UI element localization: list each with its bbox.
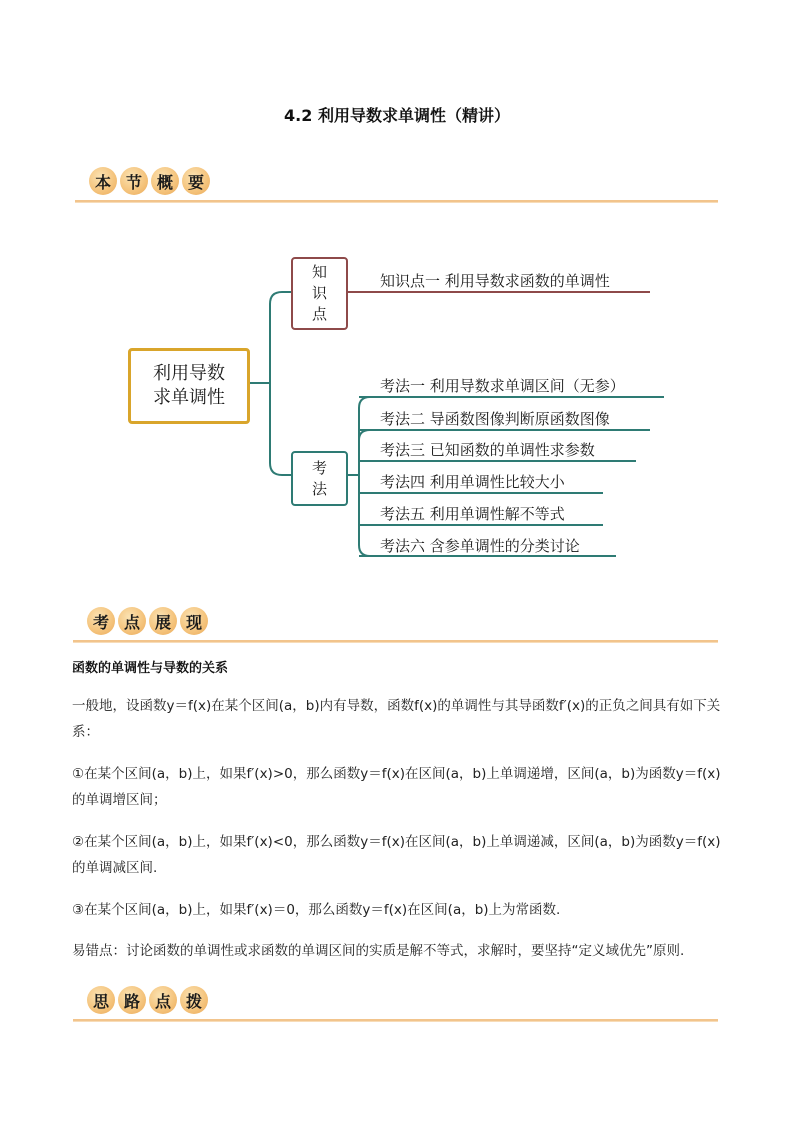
rule-item-1: ①在某个区间(a，b)上，如果f′(x)>0，那么函数y＝f(x)在区间(a，b)上单调递增，区间(a，b)为函数y＝f(x)的单调增区间； <box>72 766 721 808</box>
node-char: 识 <box>311 284 327 302</box>
section-char: 本 <box>89 167 117 195</box>
section-char: 点 <box>118 607 146 635</box>
section-char: 概 <box>151 167 179 195</box>
section-char: 拨 <box>180 986 208 1014</box>
section-char: 节 <box>120 167 148 195</box>
section-char: 考 <box>87 607 115 635</box>
section-char: 路 <box>118 986 146 1014</box>
rule-item-3: ③在某个区间(a，b)上，如果f′(x)＝0，那么函数y＝f(x)在区间(a，b)上为常函数. <box>72 902 561 918</box>
section-char: 要 <box>182 167 210 195</box>
section-header-exam-points <box>73 607 718 647</box>
knowledge-item-1: 知识点一 利用导数求函数的单调性 <box>380 272 610 290</box>
method-item-3: 考法三 已知函数的单调性求参数 <box>380 441 595 459</box>
page-title: 4.2 利用导数求单调性（精讲） <box>284 106 510 125</box>
node-char: 点 <box>311 305 327 323</box>
section-divider <box>73 1019 718 1022</box>
mindmap-knowledge-node <box>291 257 348 330</box>
root-line-2: 求单调性 <box>153 387 225 408</box>
section-header-thinking <box>73 986 718 1026</box>
intro-paragraph: 一般地，设函数y＝f(x)在某个区间(a，b)内有导数，函数f(x)的单调性与其导函数f′(x)的正负之间具有如下关系： <box>72 698 721 740</box>
node-char: 法 <box>311 479 327 498</box>
section-char: 展 <box>149 607 177 635</box>
content-heading: 函数的单调性与导数的关系 <box>72 661 229 676</box>
method-item-2: 考法二 导函数图像判断原函数图像 <box>380 410 610 428</box>
method-branch <box>359 397 370 556</box>
method-item-1: 考法一 利用导数求单调区间（无参） <box>380 377 625 395</box>
root-line-1: 利用导数 <box>153 363 225 384</box>
section-char: 思 <box>87 986 115 1014</box>
node-char: 考 <box>311 458 327 477</box>
section-char: 现 <box>180 607 208 635</box>
section-divider <box>73 640 718 643</box>
section-char: 点 <box>149 986 177 1014</box>
mindmap-method-node <box>291 451 348 506</box>
method-item-4: 考法四 利用单调性比较大小 <box>380 473 565 491</box>
root-branch <box>270 292 291 475</box>
rule-item-2: ②在某个区间(a，b)上，如果f′(x)<0，那么函数y＝f(x)在区间(a，b)上单调递减，区间(a，b)为函数y＝f(x)的单调减区间. <box>72 834 721 876</box>
method-item-6: 考法六 含参单调性的分类讨论 <box>380 537 580 555</box>
method-item-5: 考法五 利用单调性解不等式 <box>380 505 565 523</box>
mindmap-root <box>128 348 250 424</box>
pitfall-note: 易错点：讨论函数的单调性或求函数的单调区间的实质是解不等式，求解时，要坚持“定义域优先”原则. <box>72 943 685 959</box>
node-char: 知 <box>311 263 327 281</box>
